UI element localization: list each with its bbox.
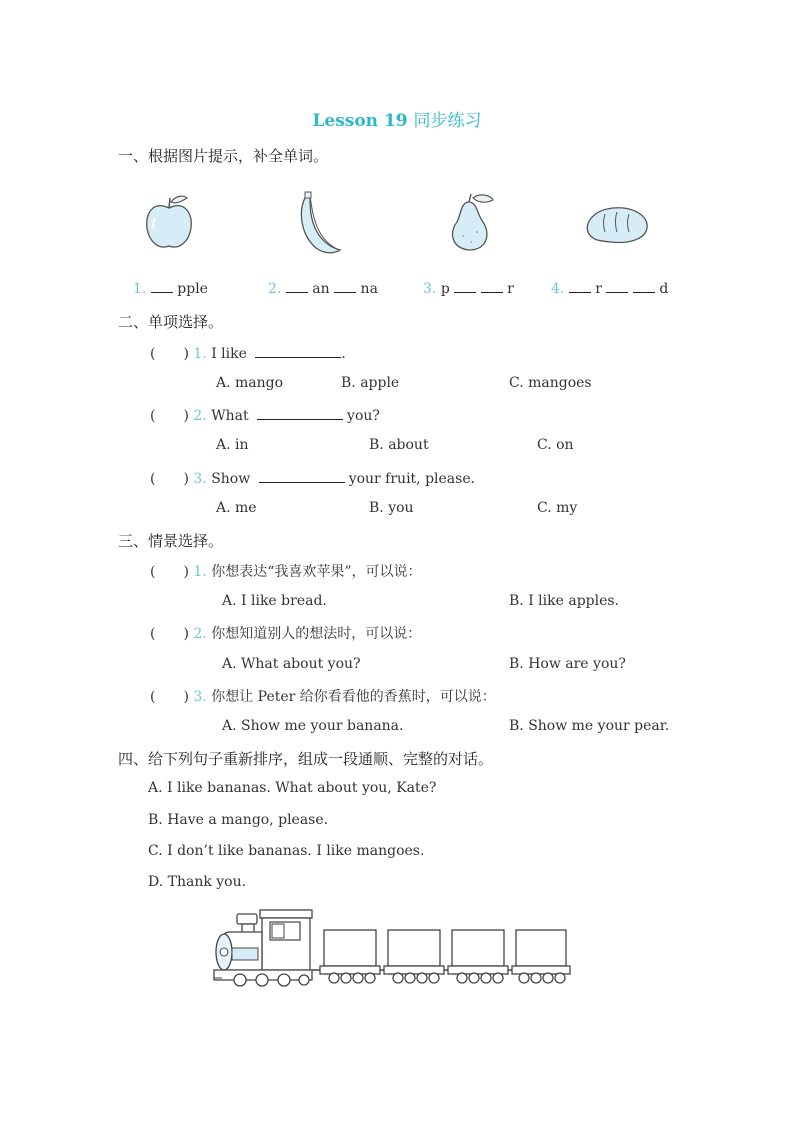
- word-blank[interactable]: [569, 291, 591, 293]
- answer-blank[interactable]: [257, 418, 343, 420]
- item-number: 1.: [193, 564, 207, 580]
- item-number: 1.: [193, 346, 207, 362]
- answer-parentheses[interactable]: ( ): [150, 471, 189, 487]
- word-item-3: [423, 281, 514, 297]
- question-text: 你想表达“我喜欢苹果”，可以说：: [211, 564, 422, 580]
- train-icon: [210, 908, 572, 988]
- question-text: Show: [211, 471, 251, 487]
- page-title: [0, 106, 794, 131]
- question-text: you?: [347, 408, 380, 424]
- word-fragment: d: [659, 281, 669, 297]
- question-text: your fruit, please.: [348, 471, 476, 487]
- option-a: A. I like bread.: [222, 593, 327, 609]
- word-blank[interactable]: [286, 291, 308, 293]
- item-number: 2.: [193, 626, 207, 642]
- choice-question-3: [150, 468, 475, 488]
- bread-icon: [583, 204, 651, 246]
- answer-parentheses[interactable]: ( ): [150, 689, 189, 705]
- option-b: B. about: [369, 437, 429, 453]
- answer-blank[interactable]: [255, 356, 341, 358]
- choice-question-2: [150, 405, 380, 425]
- option-a: A. in: [216, 437, 249, 453]
- word-fragment: r: [595, 281, 602, 297]
- item-number: 3.: [193, 689, 207, 705]
- situation-question-2: [150, 623, 421, 643]
- item-number: 2.: [268, 281, 282, 297]
- option-c: C. my: [537, 500, 578, 516]
- question-text: 你想知道别人的想法时，可以说：: [211, 626, 422, 642]
- word-blank[interactable]: [606, 291, 628, 293]
- title-zh: 同步练习: [413, 111, 482, 131]
- section-two-heading: 二、单项选择。: [118, 313, 224, 331]
- answer-parentheses[interactable]: ( ): [150, 626, 189, 642]
- situation-question-3: [150, 686, 496, 706]
- word-blank[interactable]: [481, 291, 503, 293]
- section-one-heading: 一、根据图片提示，补全单词。: [118, 147, 329, 165]
- word-item-2: [268, 281, 378, 297]
- word-blank[interactable]: [151, 291, 173, 293]
- answer-blank[interactable]: [259, 481, 345, 483]
- word-blank[interactable]: [633, 291, 655, 293]
- option-a: A. Show me your banana.: [222, 718, 404, 734]
- question-text: .: [341, 346, 346, 362]
- word-fragment: na: [360, 281, 378, 297]
- option-a: A. mango: [216, 375, 284, 391]
- question-text: What: [211, 408, 249, 424]
- item-number: 2.: [193, 408, 207, 424]
- item-number: 3.: [193, 471, 207, 487]
- option-b: B. apple: [341, 375, 400, 391]
- situation-question-1: [150, 561, 422, 581]
- item-number: 1.: [133, 281, 147, 297]
- word-fragment: an: [312, 281, 330, 297]
- question-text: I like: [211, 346, 247, 362]
- word-fragment: p: [440, 281, 450, 297]
- dialogue-sentence-a: A. I like bananas. What about you, Kate?: [148, 780, 437, 796]
- item-number: 3.: [423, 281, 437, 297]
- option-c: C. on: [537, 437, 574, 453]
- word-fragment: r: [507, 281, 514, 297]
- option-a: A. me: [216, 500, 257, 516]
- dialogue-sentence-d: D. Thank you.: [148, 874, 247, 890]
- choice-question-1: [150, 343, 346, 363]
- dialogue-sentence-c: C. I don’t like bananas. I like mangoes.: [148, 843, 425, 859]
- option-c: C. mangoes: [509, 375, 592, 391]
- item-number: 4.: [551, 281, 565, 297]
- pear-icon: [443, 192, 497, 254]
- word-item-4: [551, 281, 668, 297]
- dialogue-sentence-b: B. Have a mango, please.: [148, 812, 329, 828]
- word-blank[interactable]: [454, 291, 476, 293]
- option-b: B. you: [369, 500, 414, 516]
- option-a: A. What about you?: [222, 656, 361, 672]
- word-item-1: [133, 281, 208, 297]
- question-text: 你想让 Peter 给你看看他的香蕉时，可以说：: [211, 689, 496, 705]
- option-b: B. How are you?: [509, 656, 626, 672]
- title-en: Lesson 19: [312, 111, 408, 131]
- answer-parentheses[interactable]: ( ): [150, 346, 189, 362]
- word-blank[interactable]: [334, 291, 356, 293]
- section-four-heading: 四、给下列句子重新排序，组成一段通顺、完整的对话。: [118, 750, 494, 768]
- section-three-heading: 三、情景选择。: [118, 532, 224, 550]
- banana-icon: [296, 190, 346, 256]
- answer-parentheses[interactable]: ( ): [150, 408, 189, 424]
- word-fragment: pple: [177, 281, 208, 297]
- answer-parentheses[interactable]: ( ): [150, 564, 189, 580]
- option-b: B. Show me your pear.: [509, 718, 670, 734]
- apple-icon: [143, 192, 195, 252]
- option-b: B. I like apples.: [509, 593, 620, 609]
